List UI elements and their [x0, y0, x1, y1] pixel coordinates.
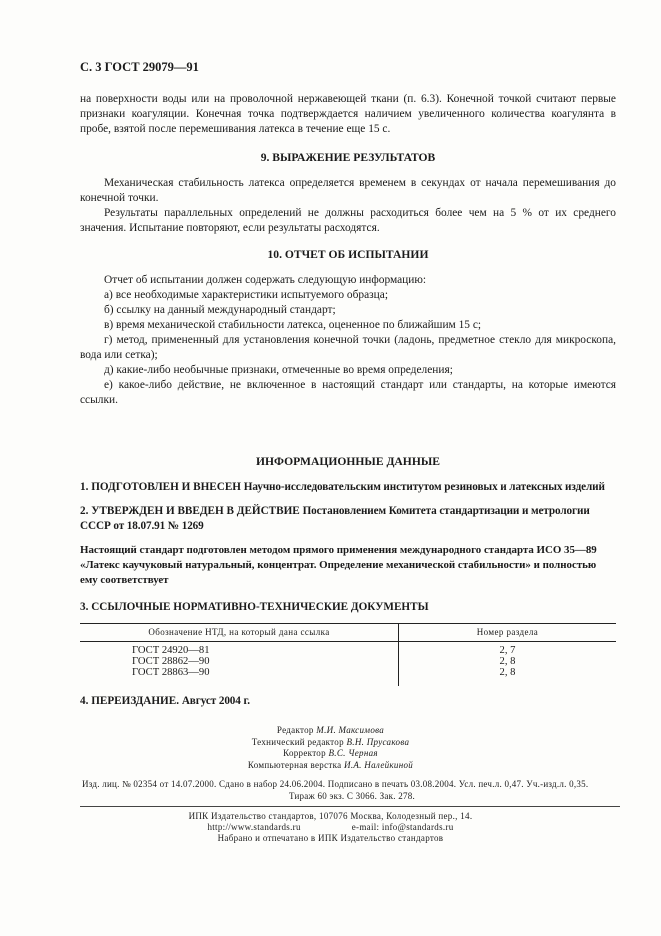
credit-corrector: Корректор В.С. Черная: [283, 748, 378, 758]
table-row: [80, 642, 616, 657]
table-cell-section: 2, 7: [499, 645, 516, 656]
table-cell-section: 2, 8: [499, 656, 516, 667]
info-item-1: [80, 480, 616, 495]
section-10-list: [80, 273, 616, 408]
info-item-1-number: 1.: [80, 481, 89, 493]
table-row: [80, 667, 616, 686]
list-item: д) какие-либо необычные признаки, отмеченные во время определения;: [104, 364, 453, 376]
table-cell-doc: ГОСТ 28862—90: [80, 656, 399, 667]
info-item-3-heading: ССЫЛОЧНЫЕ НОРМАТИВНО-ТЕХНИЧЕСКИЕ ДОКУМЕНТЫ: [91, 601, 429, 613]
info-item-1-text: Научно-исследовательским институтом резиновых и латексных изделий: [243, 481, 605, 493]
divider: [80, 806, 620, 807]
table-row: [80, 656, 616, 667]
section-9-title: 9. ВЫРАЖЕНИЕ РЕЗУЛЬТАТОВ: [260, 151, 436, 164]
info-title: ИНФОРМАЦИОННЫЕ ДАННЫЕ: [256, 455, 440, 468]
info-item-4-text: Август 2004 г.: [181, 695, 250, 707]
info-item-4-heading: ПЕРЕИЗДАНИЕ.: [91, 695, 180, 707]
footer-address: ИПК Издательство стандартов, 107076 Москва, Колодезный пер., 14.: [188, 811, 473, 821]
table-header-doc: Обозначение НТД, на который дана ссылка: [80, 624, 399, 642]
info-item-2-note: Настоящий стандарт подготовлен методом прямого применения международного стандарта ИСО 35—89 «Латекс каучуковый натуральный, концентрат. Определение механической стабильности» и полностью ему соответствует: [80, 544, 597, 586]
section-10-intro: Отчет об испытании должен содержать следующую информацию:: [104, 274, 427, 286]
info-item-2-number: 2.: [80, 505, 89, 517]
footer: [0, 811, 661, 844]
list-item: в) время механической стабильности латекса, оцененное по ближайшим 15 с;: [104, 319, 482, 331]
info-item-4-number: 4.: [80, 695, 89, 707]
info-item-2: [80, 504, 616, 534]
list-item: а) все необходимые характеристики испытуемого образца;: [104, 289, 388, 301]
info-item-2-heading: УТВЕРЖДЕН И ВВЕДЕН В ДЕЙСТВИЕ: [91, 505, 300, 517]
table-cell-doc: ГОСТ 24920—81: [80, 642, 399, 657]
document-page: [80, 60, 616, 716]
reference-table: [80, 623, 616, 686]
footer-email: e-mail: info@standards.ru: [351, 822, 454, 832]
credit-layout: Компьютерная верстка И.А. Налейкиной: [247, 759, 414, 770]
info-item-3-number: 3.: [80, 601, 89, 613]
intro-paragraph: на поверхности воды или на проволочной нержавеющей ткани (п. 6.3). Конечной точкой считают первые признаки коагуляции. Конечная точка подтверждается наличием увеличенного количества коагулянта в пробе, взятой после перемешивания латекса в течение еще 15 с.: [80, 93, 616, 135]
info-item-3: [80, 600, 616, 615]
info-item-2-text: Постановлением Комитета стандартизации и метрологии СССР от 18.07.91 № 1269: [80, 505, 590, 532]
footer-web: http://www.standards.ru: [207, 822, 301, 832]
table-cell-section: 2, 8: [499, 667, 516, 678]
info-item-4: [80, 694, 616, 709]
info-item-1-heading: ПОДГОТОВЛЕН И ВНЕСЕН: [91, 481, 241, 493]
footer-contacts: [0, 822, 661, 833]
section-9-paragraph-1: Механическая стабильность латекса определяется временем в секундах от начала перемешивания до конечной точки.: [80, 177, 616, 204]
list-item: г) метод, примененный для установления конечной точки (ладонь, предметное стекло для микроскопа, вода или сетка);: [80, 334, 616, 361]
publishing-line-1: Изд. лиц. № 02354 от 14.07.2000. Сдано в набор 24.06.2004. Подписано в печать 03.08.2004. Усл. печ.л. 0,47. Уч.-изд.л. 0,35.: [82, 779, 589, 789]
list-item: е) какое-либо действие, не включенное в настоящий стандарт или стандарты, на которые имеются ссылки.: [80, 379, 616, 406]
publishing-info: [82, 778, 622, 802]
table-header-section: Номер раздела: [399, 624, 617, 642]
credit-tech-editor: Технический редактор В.Н. Прусакова: [251, 736, 410, 747]
credit-editor: Редактор М.И. Максимова: [276, 725, 385, 735]
list-item: б) ссылку на данный международный стандарт;: [104, 304, 336, 316]
section-10-title: 10. ОТЧЕТ ОБ ИСПЫТАНИИ: [267, 248, 429, 261]
page-header: С. 3 ГОСТ 29079—91: [80, 60, 199, 74]
section-9-paragraph-2: Результаты параллельных определений не должны расходиться более чем на 5 % от их среднего значения. Испытание повторяют, если результаты расходятся.: [80, 207, 616, 234]
publishing-line-2: Тираж 60 экз. С 3066. Зак. 278.: [288, 791, 416, 801]
credits-block: [0, 725, 661, 771]
table-cell-doc: ГОСТ 28863—90: [80, 667, 399, 686]
footer-printed: Набрано и отпечатано в ИПК Издательство стандартов: [217, 833, 444, 843]
